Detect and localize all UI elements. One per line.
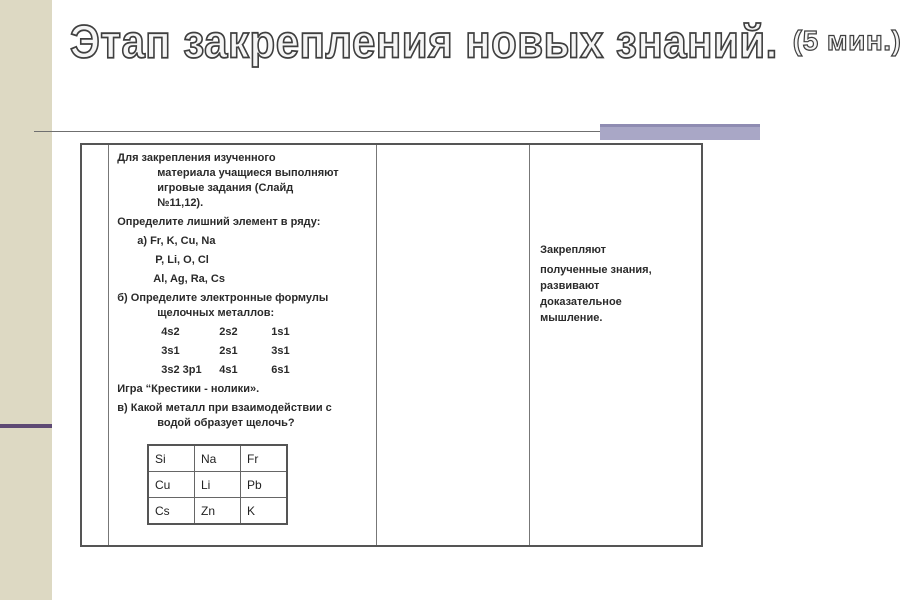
divider-accent-block-top xyxy=(600,124,760,127)
formula-cell: 3s2 3p1 xyxy=(161,364,202,376)
grid-cell: Zn xyxy=(195,498,241,525)
grid-cell: Pb xyxy=(241,472,288,498)
grid-cell: Na xyxy=(195,445,241,472)
grid-cell: Cu xyxy=(148,472,195,498)
task-a-row-3: Al, Ag, Ra, Cs xyxy=(153,273,225,285)
grid-cell: Si xyxy=(148,445,195,472)
intro-line-2: материала учащиеся выполняют xyxy=(157,167,339,179)
task-a-title: Определите лишний элемент в ряду: xyxy=(117,216,321,228)
game-title: Игра “Крестики - нолики». xyxy=(117,383,260,395)
intro-line-3: игровые задания (Слайд xyxy=(157,182,294,194)
formula-row-1 xyxy=(117,325,368,340)
formula-cell: 4s2 xyxy=(161,326,180,338)
task-a-row-1: а) Fr, K, Cu, Na xyxy=(137,235,216,247)
formula-cell: 3s1 xyxy=(271,345,290,357)
grid-cell: Fr xyxy=(241,445,288,472)
formula-cell: 6s1 xyxy=(271,364,290,376)
empty-column-cell xyxy=(377,144,530,546)
tic-tac-toe-grid xyxy=(147,444,288,525)
left-sidebar-decoration xyxy=(0,0,52,600)
formula-cell: 4s1 xyxy=(219,364,238,376)
result-line-3: развивают xyxy=(540,280,600,292)
intro-line-4: №11,12). xyxy=(157,197,204,209)
slide-title-main: Этап закрепления новых знаний. xyxy=(70,15,778,68)
result-line-5: мышление. xyxy=(540,312,603,324)
grid-row xyxy=(148,472,287,498)
task-a-row-2: P, Li, O, Cl xyxy=(155,254,209,266)
formula-row-2 xyxy=(117,344,368,359)
intro-line-1: Для закрепления изученного xyxy=(117,152,276,164)
slide-duration: (5 мин.) xyxy=(792,25,901,56)
task-c-line-2: водой образует щелочь? xyxy=(157,417,295,429)
formula-cell: 2s1 xyxy=(219,345,238,357)
formula-cell: 2s2 xyxy=(219,326,238,338)
grid-row xyxy=(148,498,287,525)
student-activity-cell xyxy=(530,144,702,546)
task-c-line-1: в) Какой металл при взаимодействии с xyxy=(117,402,332,414)
slide-title xyxy=(70,15,901,68)
grid-cell: Li xyxy=(195,472,241,498)
header-divider xyxy=(34,131,600,132)
grid-row xyxy=(148,445,287,472)
formula-cell: 3s1 xyxy=(161,345,180,357)
stage-number-cell xyxy=(81,144,109,546)
formula-cell: 1s1 xyxy=(271,326,290,338)
formula-row-3 xyxy=(117,363,368,378)
task-b-line-2: щелочных металлов: xyxy=(157,307,275,319)
result-line-2: полученные знания, xyxy=(540,264,652,276)
grid-cell: K xyxy=(241,498,288,525)
grid-cell: Cs xyxy=(148,498,195,525)
sidebar-accent-mark xyxy=(0,424,52,428)
task-b-line-1: б) Определите электронные формулы xyxy=(117,292,329,304)
result-line-1: Закрепляют xyxy=(540,244,607,256)
result-line-4: доказательное xyxy=(540,296,622,308)
